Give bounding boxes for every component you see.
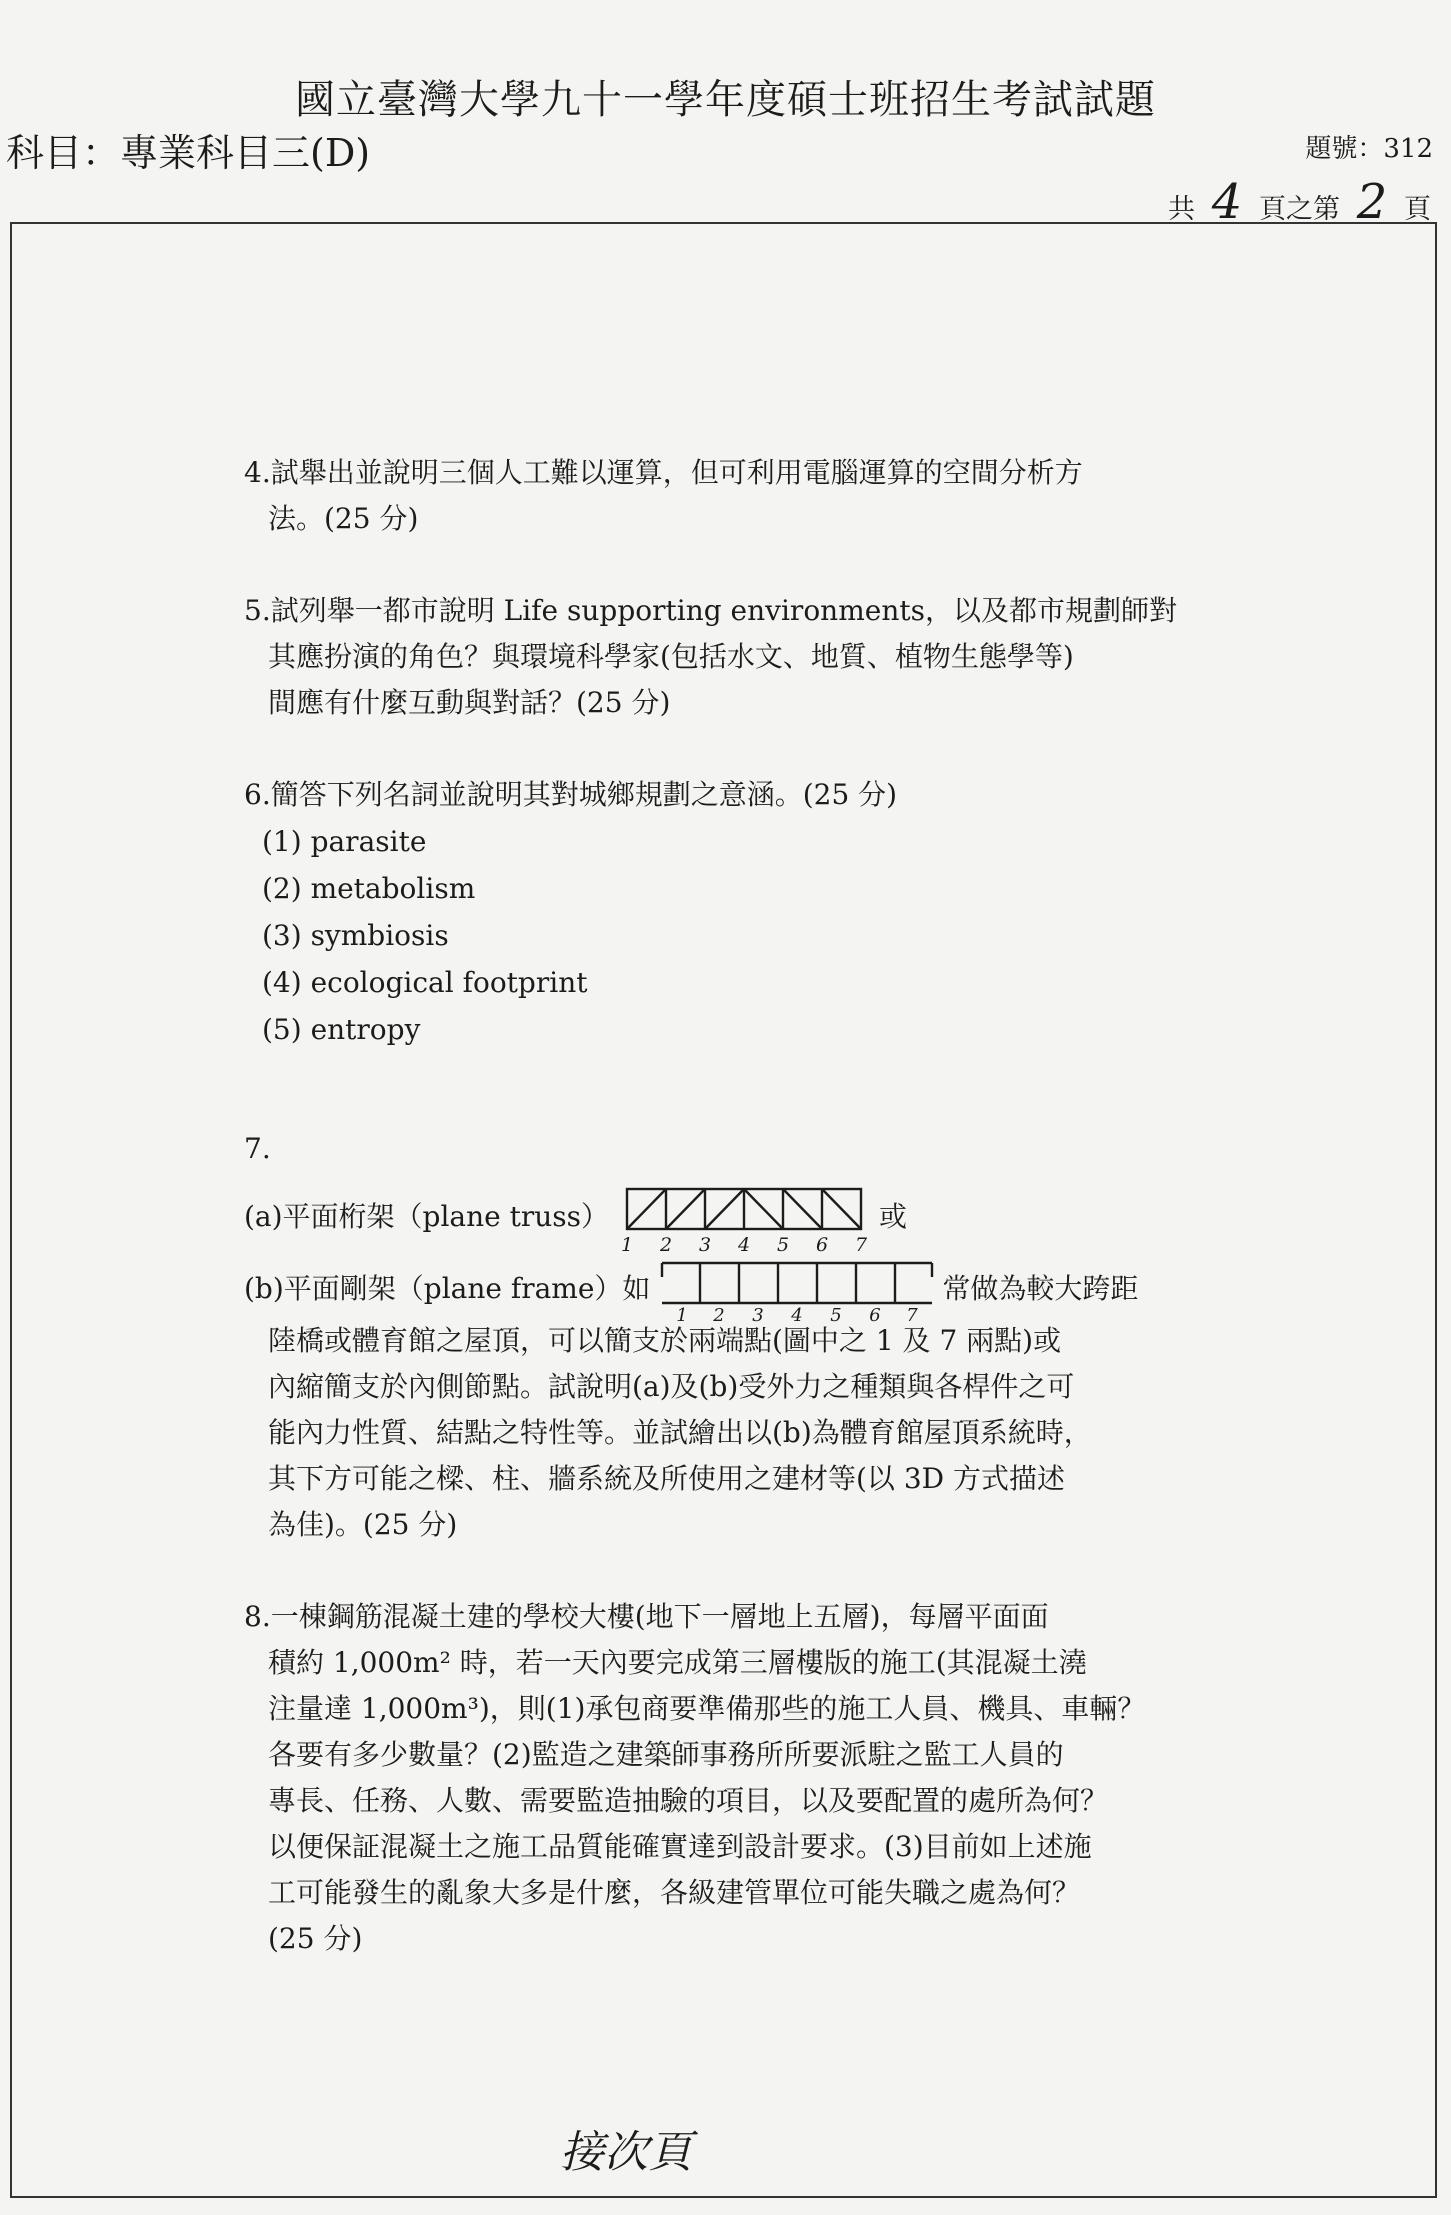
q5-line: 其應扮演的角色？與環境科學家(包括水文、地質、植物生態學等) — [268, 640, 1074, 673]
truss-diagonal — [783, 1189, 822, 1229]
truss-node-label: 3 — [698, 1234, 712, 1256]
q7-line: 為佳)。(25 分) — [268, 1508, 458, 1541]
question-6 — [244, 772, 1214, 1053]
truss-diagonal — [666, 1189, 705, 1229]
plane-frame-diagram — [662, 1257, 932, 1326]
q6-term: (3) symbiosis — [262, 919, 449, 952]
q6-term: (5) entropy — [262, 1013, 421, 1046]
q8-line: 8.一棟鋼筋混凝土建的學校大樓(地下一層地上五層)，每層平面面 — [244, 1600, 1049, 1633]
frame-node-label: 3 — [752, 1305, 765, 1326]
q6-line: 6.簡答下列名詞並說明其對城鄉規劃之意涵。(25 分) — [244, 778, 898, 811]
plane-truss-diagram — [619, 1181, 869, 1256]
q4-line: 法。(25 分) — [268, 502, 419, 535]
q6-term: (1) parasite — [262, 825, 427, 858]
q6-term: (2) metabolism — [262, 872, 476, 905]
q7-line: 內縮簡支於內側節點。試說明(a)及(b)受外力之種類與各桿件之可 — [268, 1370, 1075, 1403]
q7-line: 陸橋或體育館之屋頂，可以簡支於兩端點(圖中之 1 及 7 兩點)或 — [268, 1324, 1062, 1357]
truss-diagonal — [705, 1189, 744, 1229]
q8-line: 各要有多少數量？(2)監造之建築師事務所所要派駐之監工人員的 — [268, 1738, 1064, 1771]
question-7 — [244, 1126, 1214, 1172]
continued-note: 接次頁 — [560, 2127, 692, 2178]
question-7-body — [244, 1318, 1214, 1548]
q7-b-suffix: 常做為較大跨距 — [942, 1272, 1139, 1305]
truss-diagonal — [627, 1189, 666, 1229]
q5-line: 5.試列舉一都市說明 Life supporting environments，以及都市規劃師對 — [244, 594, 1177, 627]
q8-line: 積約 1,000m² 時，若一天內要完成第三層樓版的施工(其混凝土澆 — [268, 1646, 1087, 1679]
pages-suffix: 頁 — [1404, 194, 1431, 225]
question-5 — [244, 588, 1214, 726]
frame-node-label: 2 — [713, 1305, 726, 1326]
question-4 — [244, 450, 1214, 542]
truss-diagonal — [822, 1189, 861, 1229]
q7-a-label: (a)平面桁架（plane truss） — [244, 1200, 610, 1233]
truss-node-label: 5 — [776, 1234, 790, 1256]
question-7-b — [244, 1262, 1214, 1326]
exam-title: 國立臺灣大學九十一學年度碩士班招生考試試題 — [295, 77, 1156, 123]
page-indicator — [1168, 174, 1431, 230]
frame-node-label: 4 — [791, 1305, 804, 1326]
pages-prefix: 共 — [1168, 194, 1195, 225]
q8-line: 專長、任務、人數、需要監造抽驗的項目，以及要配置的處所為何？ — [268, 1784, 1109, 1817]
frame-node-label: 1 — [676, 1305, 689, 1326]
q4-line: 4.試舉出並說明三個人工難以運算，但可利用電腦運算的空間分析方 — [244, 456, 1083, 489]
pages-mid: 頁之第 — [1259, 194, 1340, 225]
question-7-a — [244, 1190, 1214, 1256]
q7-line: 能內力性質、結點之特性等。並試繪出以(b)為體育館屋頂系統時， — [268, 1416, 1092, 1449]
q5-line: 間應有什麼互動與對話？(25 分) — [268, 686, 671, 719]
pages-current: 2 — [1356, 174, 1388, 230]
q8-line: (25 分) — [268, 1922, 363, 1955]
truss-diagonal — [744, 1189, 783, 1229]
q6-term: (4) ecological footprint — [262, 966, 588, 999]
q8-line: 工可能發生的亂象大多是什麼，各級建管單位可能失職之處為何？ — [268, 1876, 1081, 1909]
truss-node-label: 4 — [737, 1234, 751, 1256]
q8-line: 注量達 1,000m³)，則(1)承包商要準備那些的施工人員、機具、車輛？ — [268, 1692, 1146, 1725]
q7-b-label: (b)平面剛架（plane frame）如 — [244, 1272, 651, 1305]
question-code: 題號：312 — [1305, 134, 1433, 164]
truss-node-label: 7 — [854, 1234, 868, 1256]
q7-line: 其下方可能之樑、柱、牆系統及所使用之建材等(以 3D 方式描述 — [268, 1462, 1065, 1495]
truss-node-label: 2 — [659, 1234, 673, 1256]
frame-node-label: 6 — [869, 1305, 882, 1326]
subject-label: 科目：專業科目三(D) — [6, 131, 371, 175]
question-8 — [244, 1594, 1214, 1962]
frame-node-label: 5 — [830, 1305, 843, 1326]
q8-line: 以便保証混凝土之施工品質能確實達到設計要求。(3)目前如上述施 — [268, 1830, 1092, 1863]
truss-node-label: 1 — [620, 1234, 634, 1256]
pages-total: 4 — [1211, 174, 1243, 230]
q7-number: 7. — [244, 1132, 271, 1165]
q7-a-suffix: 或 — [879, 1200, 908, 1233]
frame-node-label: 7 — [906, 1305, 919, 1326]
truss-node-label: 6 — [815, 1234, 829, 1256]
